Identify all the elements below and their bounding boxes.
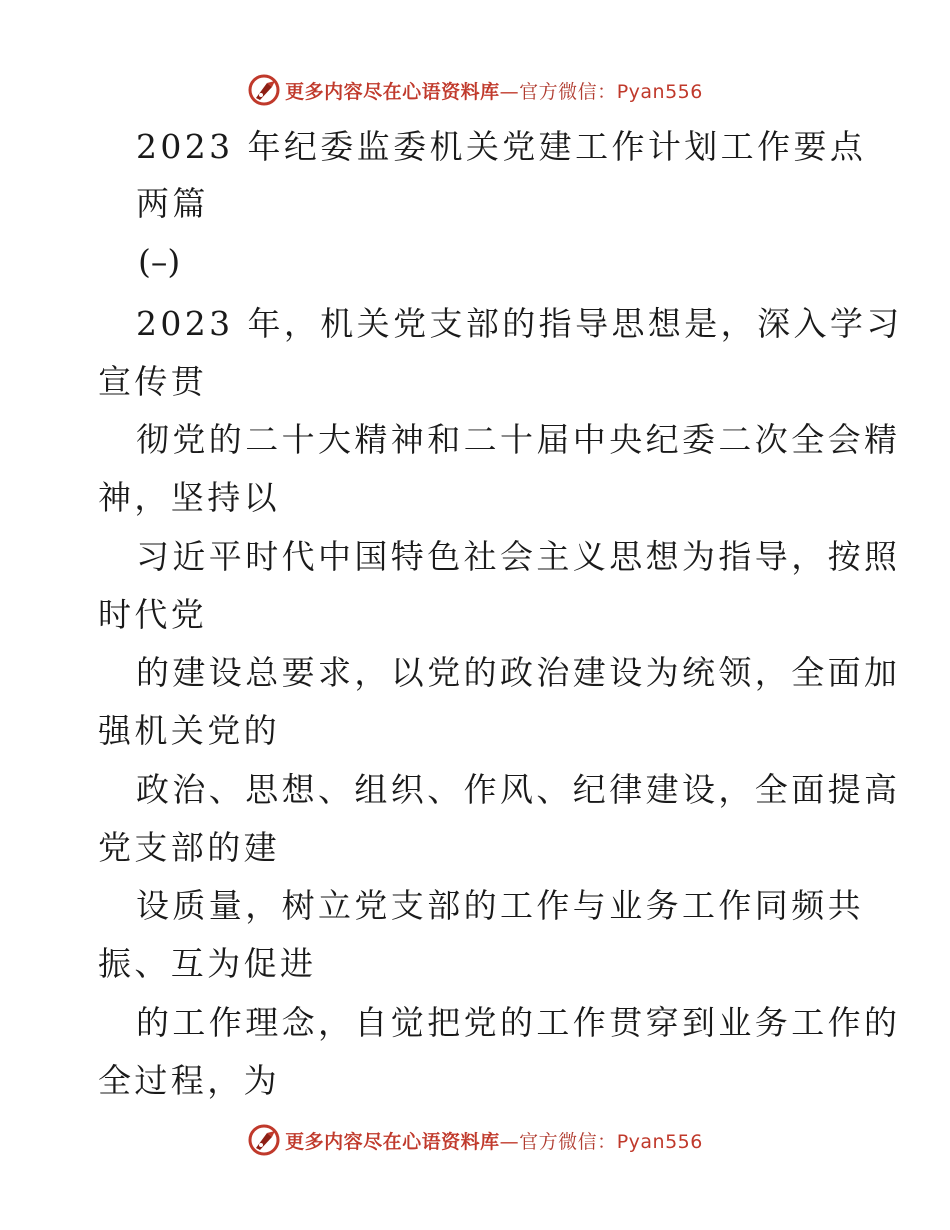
watermark-brand: 更多内容尽在心语资料库 [285, 80, 500, 103]
document-title-line-2: 两篇 [136, 184, 209, 223]
body-line: 神，坚持以 [98, 478, 280, 517]
body-line: 2023 年，机关党支部的指导思想是，深入学习 [136, 304, 903, 343]
watermark-wechat-label: 官方微信： [519, 80, 617, 103]
body-line: 的工作理念，自觉把党的工作贯穿到业务工作的 [136, 1003, 901, 1042]
watermark-banner-top [0, 70, 950, 110]
watermark-banner-bottom [0, 1120, 950, 1160]
section-marker: (–) [138, 242, 181, 281]
pen-nib-logo-icon [247, 1123, 281, 1157]
watermark-content [247, 70, 703, 110]
body-line: 政治、思想、组织、作风、纪律建设，全面提高 [136, 770, 901, 809]
watermark-dash: — [499, 80, 520, 103]
watermark-brand: 更多内容尽在心语资料库 [285, 1130, 500, 1153]
pen-nib-logo-icon [247, 73, 281, 107]
body-line: 强机关党的 [98, 711, 280, 750]
body-line: 习近平时代中国特色社会主义思想为指导，按照 [136, 537, 901, 576]
watermark-wechat-id: Pyan556 [616, 1130, 703, 1153]
watermark-text [285, 1127, 703, 1154]
document-title-line-1: 2023 年纪委监委机关党建工作计划工作要点 [136, 127, 867, 166]
watermark-text [285, 77, 703, 104]
body-line: 彻党的二十大精神和二十届中央纪委二次全会精 [136, 420, 901, 459]
body-line: 时代党 [98, 595, 208, 634]
body-line: 宣传贯 [98, 362, 208, 401]
body-line: 党支部的建 [98, 828, 280, 867]
watermark-dash: — [499, 1130, 520, 1153]
watermark-content [247, 1120, 703, 1160]
body-line: 设质量，树立党支部的工作与业务工作同频共 [136, 886, 864, 925]
body-line: 的建设总要求，以党的政治建设为统领，全面加 [136, 653, 901, 692]
watermark-wechat-label: 官方微信： [519, 1130, 617, 1153]
body-line: 振、互为促进 [98, 944, 317, 983]
watermark-wechat-id: Pyan556 [616, 80, 703, 103]
body-line: 全过程，为 [98, 1061, 280, 1100]
